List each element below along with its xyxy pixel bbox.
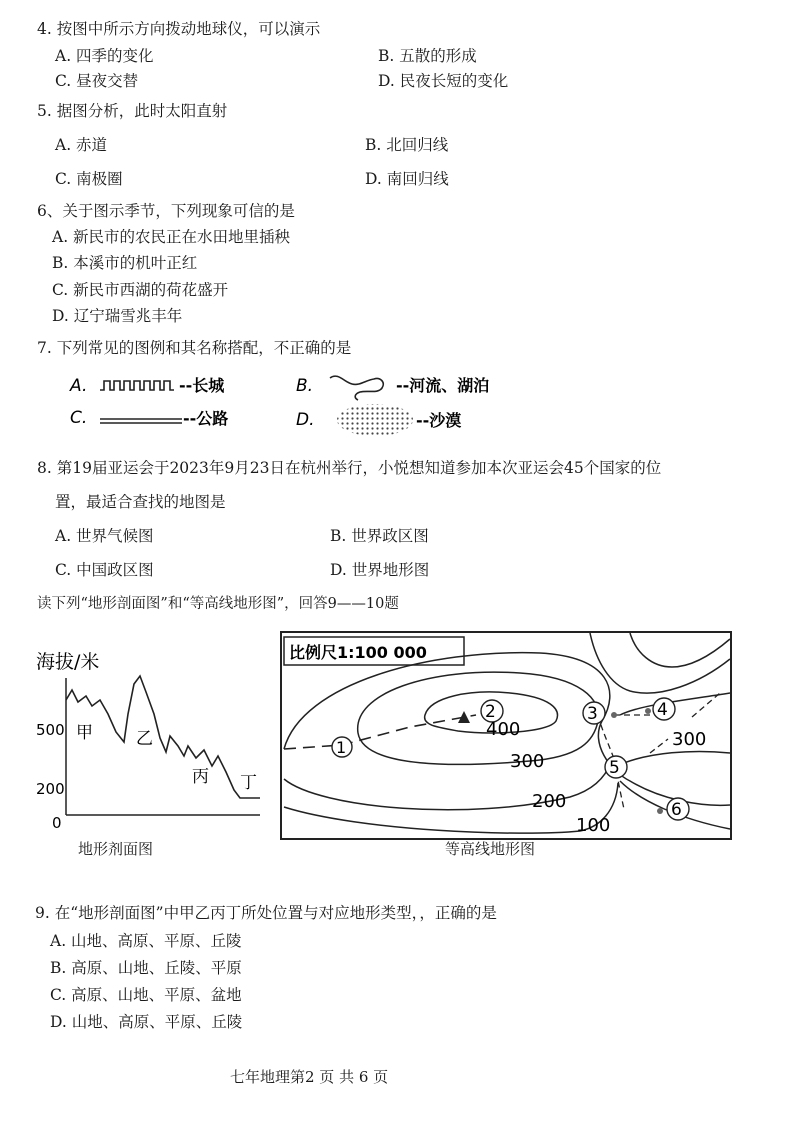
contour-label-100: 100	[576, 815, 611, 836]
q5-option-c: C. 南极圈	[55, 170, 123, 188]
q8-option-a: A. 世界气候图	[55, 527, 154, 545]
q5-option-d: D. 南回归线	[365, 170, 449, 188]
q4-option-a: A. 四季的变化	[55, 47, 154, 65]
q8-option-c: C. 中国政区图	[55, 561, 154, 579]
q9-option-a: A. 山地、高原、平原、丘陵	[50, 932, 242, 950]
point-2-label: 2	[485, 702, 496, 722]
q8-option-b: B. 世界政区图	[330, 527, 429, 545]
point-1-label: 1	[336, 738, 347, 757]
point-3-dot	[611, 712, 617, 718]
point-4-label: 4	[657, 700, 668, 720]
great-wall-symbol	[100, 381, 174, 390]
q8-stem-line1: 8. 第19届亚运会于2023年9月23日在杭州举行，小悦想知道参加本次亚运会45个国家的位	[37, 459, 662, 477]
legend-a-name: --长城	[179, 376, 225, 395]
q8-stem-line2: 置，最适合查找的地图是	[55, 493, 226, 511]
contour-label-400: 400	[486, 719, 521, 740]
legend-a-letter: A.	[70, 376, 88, 396]
point-3-label: 3	[587, 704, 598, 724]
legend-d-letter: D.	[296, 410, 315, 430]
q4-stem: 4. 按图中所示方向拨动地球仪，可以演示	[37, 20, 321, 38]
q6-option-b: B. 本溪市的机叶正红	[52, 254, 198, 272]
terrain-profile-figure	[30, 640, 270, 840]
point-6-dot	[657, 808, 663, 814]
profile-place-bing: 丙	[192, 767, 209, 787]
map-legend-options	[60, 366, 530, 438]
contour-map-figure	[280, 631, 732, 840]
river-lake-symbol	[330, 376, 383, 400]
q6-stem: 6、关于图示季节，下列现象可信的是	[37, 202, 295, 220]
profile-caption: 地形剂面图	[78, 840, 154, 858]
profile-place-yi: 乙	[136, 729, 153, 749]
q6-option-c: C. 新民市西湖的荷花盛开	[52, 281, 229, 299]
contour-label-300-east: 300	[672, 729, 707, 750]
contour-label-300-south: 300	[510, 751, 545, 772]
desert-symbol	[337, 404, 413, 436]
q8-option-d: D. 世界地形图	[330, 561, 430, 579]
point-6-label: 6	[671, 800, 682, 820]
profile-tick-200: 200	[36, 780, 65, 798]
profile-place-ding: 丁	[240, 773, 257, 793]
contour-label-200: 200	[532, 791, 567, 812]
legend-c-name: --公路	[183, 409, 229, 428]
q4-option-d: D. 民夜长短的变化	[378, 72, 509, 90]
map-scale: 比例尺1:100 000	[289, 643, 427, 662]
q9-stem: 9. 在“地形剖面图”中甲乙丙丁所处位置与对应地形类型，，正确的是	[35, 904, 497, 922]
q5-option-a: A. 赤道	[55, 136, 108, 154]
profile-tick-0: 0	[52, 814, 62, 832]
profile-ylabel: 海拔/米	[36, 651, 100, 673]
q9-option-d: D. 山地、高原、平原、丘陵	[50, 1013, 243, 1031]
q4-option-c: C. 昼夜交替	[55, 72, 139, 90]
point-4-dot	[645, 708, 651, 714]
q9-option-c: C. 高原、山地、平原、盆地	[50, 986, 242, 1004]
q5-stem: 5. 据图分析，此时太阳直射	[37, 102, 228, 120]
profile-line	[66, 676, 260, 798]
q6-option-a: A. 新民市的农民正在水田地里插秧	[52, 228, 291, 246]
q7-stem: 7. 下列常见的图例和其名称搭配，不正确的是	[37, 339, 352, 357]
q6-option-d: D. 辽宁瑞雪兆丰年	[52, 307, 183, 325]
q5-option-b: B. 北回归线	[365, 136, 449, 154]
profile-tick-500: 500	[36, 721, 65, 739]
legend-b-name: --河流、湖泊	[396, 376, 490, 395]
profile-place-jia: 甲	[76, 723, 93, 743]
q4-option-b: B. 五散的形成	[378, 47, 477, 65]
reading-instruction: 读下列“地形剖面图”和“等高线地形图”，回答9——10题	[37, 596, 399, 612]
q9-option-b: B. 高原、山地、丘陵、平原	[50, 959, 242, 977]
legend-b-letter: B.	[296, 376, 314, 396]
page-footer: 七年地理第2 页 共 6 页	[230, 1068, 389, 1086]
legend-c-letter: C.	[70, 408, 88, 428]
point-5-label: 5	[609, 758, 620, 778]
legend-d-name: --沙漠	[416, 411, 462, 430]
contour-map-caption: 等高线地形图	[445, 840, 536, 858]
